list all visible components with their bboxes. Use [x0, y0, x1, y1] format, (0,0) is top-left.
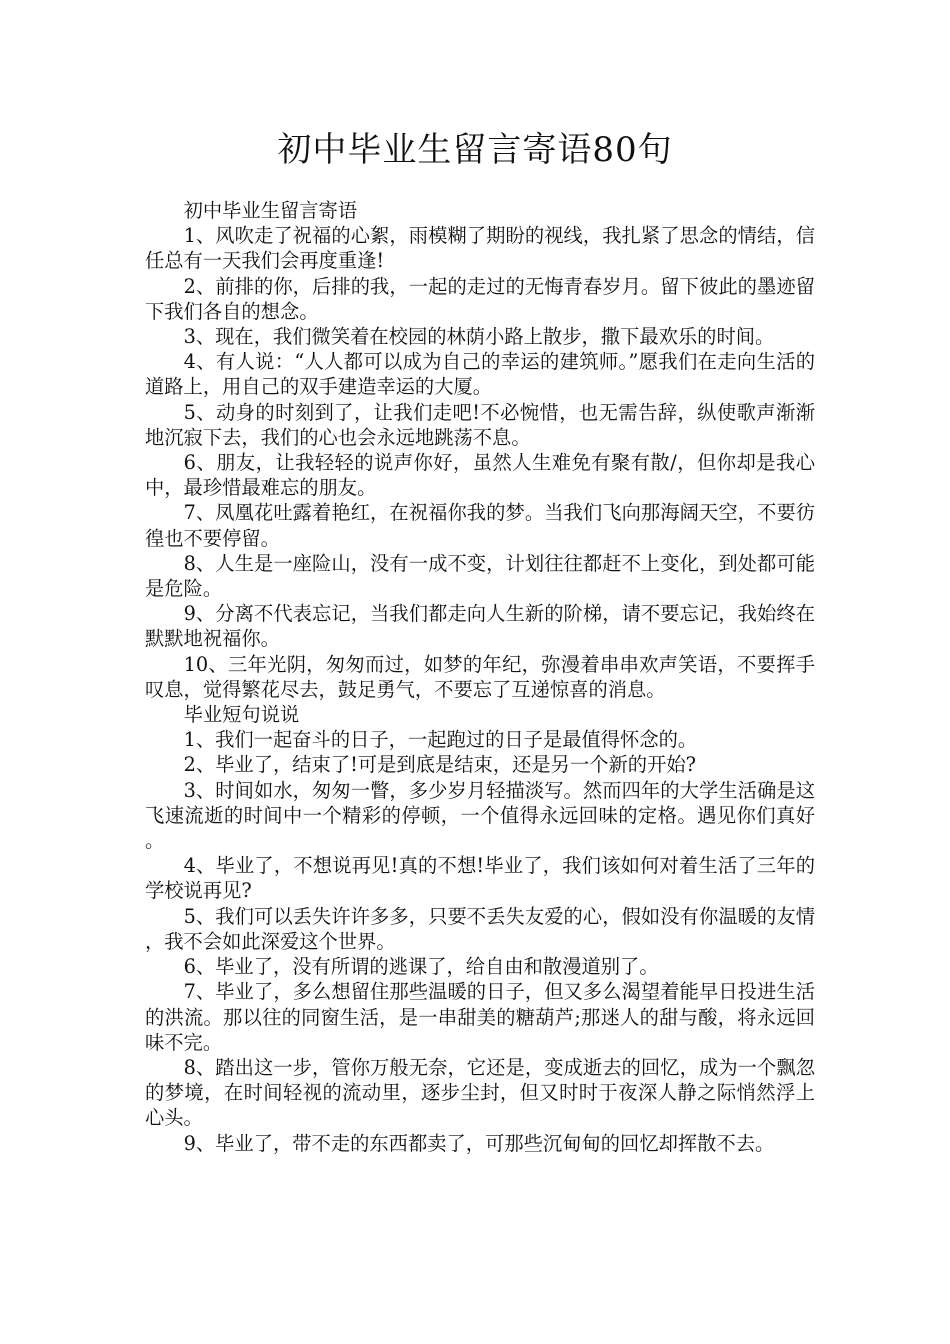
paragraph: 9、分离不代表忘记，当我们都走向人生新的阶梯，请不要忘记，我始终在默默地祝福你。 — [145, 602, 815, 651]
paragraph: 8、踏出这一步，管你万般无奈，它还是，变成逝去的回忆，成为一个飘忽的梦境，在时间轻视的流动里，逐步尘封，但又时时于夜深人静之际悄然浮上心头。 — [145, 1055, 815, 1130]
paragraph: 6、朋友，让我轻轻的说声你好，虽然人生难免有聚有散/，但你却是我心中，最珍惜最难忘的朋友。 — [145, 451, 815, 500]
paragraph: 1、我们一起奋斗的日子，一起跑过的日子是最值得怀念的。 — [183, 728, 698, 752]
paragraph: 1、风吹走了祝福的心絮，雨模糊了期盼的视线，我扎紧了思念的情结，信任总有一天我们会再度重逢! — [145, 224, 815, 273]
paragraph: 10、三年光阴，匆匆而过，如梦的年纪，弥漫着串串欢声笑语，不要挥手叹息，觉得繁花尽去，鼓足勇气，不要忘了互递惊喜的消息。 — [145, 652, 815, 701]
paragraph: 8、人生是一座险山，没有一成不变，计划往往都赶不上变化，到处都可能是危险。 — [145, 551, 815, 601]
section-heading: 初中毕业生留言寄语 — [183, 199, 358, 222]
paragraph: 7、凤凰花吐露着艳红，在祝福你我的梦。当我们飞向那海阔天空，不要彷徨也不要停留。 — [145, 501, 815, 550]
paragraph: 3、时间如水，匆匆一瞥，多少岁月轻描淡写。然而四年的大学生活确是这飞速流逝的时间中一个精彩的停顿，一个值得永远回味的定格。遇见你们真好。 — [145, 778, 815, 853]
paragraph: 4、有人说：“人人都可以成为自己的幸运的建筑师。”愿我们在走向生活的道路上，用自己的双手建造幸运的大厦。 — [145, 350, 815, 399]
paragraph: 9、毕业了，带不走的东西都卖了，可那些沉甸甸的回忆却挥散不去。 — [183, 1131, 775, 1155]
document-body — [145, 198, 815, 1156]
paragraph: 6、毕业了，没有所谓的逃课了，给自由和散漫道别了。 — [183, 955, 659, 979]
paragraph: 2、前排的你，后排的我，一起的走过的无悔青春岁月。留下彼此的墨迹留下我们各自的想念。 — [145, 274, 815, 323]
paragraph: 5、我们可以丢失许许多多，只要不丢失友爱的心，假如没有你温暖的友情，我不会如此深爱这个世界。 — [145, 904, 815, 953]
section-heading: 毕业短句说说 — [183, 703, 300, 727]
paragraph: 2、毕业了，结束了!可是到底是结束，还是另一个新的开始? — [183, 753, 696, 777]
document-title: 初中毕业生留言寄语80句 — [277, 130, 673, 170]
paragraph: 5、动身的时刻到了，让我们走吧!不必惋惜，也无需告辞，纵使歌声渐渐地沉寂下去，我们的心也会永远地跳荡不息。 — [145, 400, 815, 449]
paragraph: 4、毕业了，不想说再见!真的不想!毕业了，我们该如何对着生活了三年的学校说再见? — [145, 854, 815, 903]
paragraph: 3、现在，我们微笑着在校园的林荫小路上散步，撒下最欢乐的时间。 — [183, 325, 775, 349]
paragraph: 7、毕业了，多么想留住那些温暖的日子，但又多么渴望着能早日投进生活的洪流。那以往的同窗生活，是一串甜美的糖葫芦;那迷人的甜与酸，将永远回味不完。 — [145, 980, 815, 1054]
